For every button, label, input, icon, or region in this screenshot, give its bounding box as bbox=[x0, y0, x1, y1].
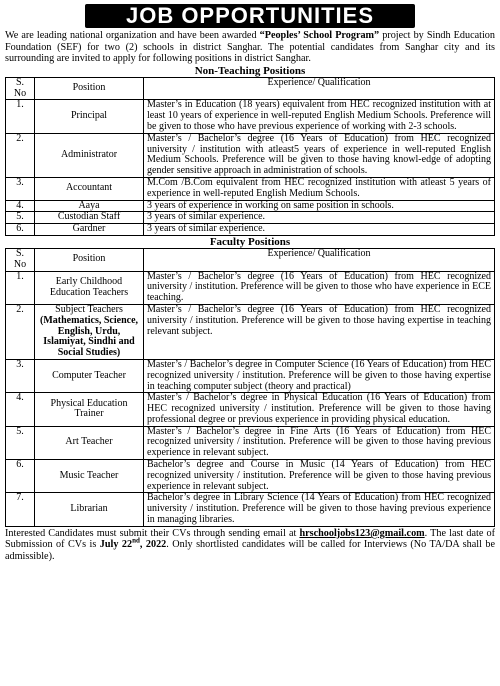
non-teaching-table bbox=[5, 77, 495, 236]
deadline-date-suffix: nd bbox=[132, 537, 140, 546]
intro-text-2: project by Sindh Education Foundation (SEF) for two (2) schools in district Sanghar. The potential candidates from Sanghar city and its surrounding are invited to apply for following positions in district Sanghar. bbox=[5, 30, 495, 65]
table-header-row bbox=[6, 248, 495, 271]
row-number: 6. bbox=[6, 460, 35, 493]
faculty-title: Faculty Positions bbox=[209, 235, 291, 248]
header-sno: S. No bbox=[6, 248, 35, 271]
table-row bbox=[6, 177, 495, 200]
row-experience: Bachelor’s degree and Course in Music (14 Years of Education) from HEC recognized university / institution. Preference will be given to those having previous experience in relevant subject. bbox=[144, 460, 495, 493]
row-experience: Master’s / Bachelor’s degree (16 Years of Education) from HEC recognized university / institution. Preference will be given to those having expertise in teaching relevant subject. bbox=[144, 304, 495, 359]
row-number: 2. bbox=[6, 304, 35, 359]
table-row bbox=[6, 493, 495, 526]
row-experience: Master’s / Bachelor’s degree in Physical Education (16 Years of Education) from HEC recognized university / institution. Preference will be given to those having professional degree or previous experience in providing physical education. bbox=[144, 393, 495, 426]
faculty-table bbox=[5, 248, 495, 527]
row-position: Librarian bbox=[35, 493, 144, 526]
header-position: Position bbox=[35, 248, 144, 271]
row-position: Accountant bbox=[35, 177, 144, 200]
row-position: Computer Teacher bbox=[35, 359, 144, 392]
row-number: 5. bbox=[6, 212, 35, 224]
header-sno: S. No bbox=[6, 77, 35, 100]
subject-list: (Mathematics, Science, English, Urdu, Islamiyat, Sindhi and Social Studies) bbox=[39, 314, 139, 359]
program-name: “Peoples’ School Program” bbox=[259, 30, 380, 41]
table-row bbox=[6, 133, 495, 177]
row-experience: Master’s in Education (18 years) equivalent from HEC recognized institution with at least 10 years of experience in well-reputed English Medium Schools. Preference will be given to those who have previous experience of working with 2-3 schools. bbox=[144, 100, 495, 133]
row-number: 4. bbox=[6, 393, 35, 426]
table-row bbox=[6, 212, 495, 224]
row-experience: Master’s / Bachelor’s degree (16 Years of Education) from HEC recognized university / institution. Preference will be given to those who have experience in ECE teaching. bbox=[144, 271, 495, 304]
row-experience: Master’s / Bachelor’s degree (16 Years of Education) from HEC recognized university / institution with atleast5 years of experience in well-reputed English Medium Schools. Preference will be given to those having knowl-edge of adopting gender sensitive approach in administration of schools. bbox=[144, 133, 495, 177]
row-experience: 3 years of experience in working on same position in schools. bbox=[144, 200, 495, 212]
header-experience: Experience/ Qualification bbox=[144, 248, 495, 271]
row-number: 1. bbox=[6, 100, 35, 133]
email-link[interactable]: hrschooljobs123@gmail.com bbox=[299, 527, 425, 539]
row-number: 4. bbox=[6, 200, 35, 212]
row-position: Administrator bbox=[35, 133, 144, 177]
row-number: 5. bbox=[6, 426, 35, 459]
table-row bbox=[6, 460, 495, 493]
table-row bbox=[6, 393, 495, 426]
row-number: 7. bbox=[6, 493, 35, 526]
deadline-date bbox=[100, 539, 167, 550]
footer-text-3: . Only shortlisted candidates will be called for Interviews (No TA/DA shall be admissible). bbox=[5, 539, 495, 563]
table-row bbox=[6, 304, 495, 359]
row-experience: Master’s / Bachelor’s degree in Fine Arts (16 Years of Education) from HEC recognized university / institution. Preference will be given to those having previous experience in relevant subject. bbox=[144, 426, 495, 459]
table-header-row bbox=[6, 77, 495, 100]
row-position: Music Teacher bbox=[35, 460, 144, 493]
row-position: Aaya bbox=[35, 200, 144, 212]
footer-paragraph bbox=[5, 528, 495, 563]
row-experience: Bachelor’s degree in Library Science (14 Years of Education) from HEC recognized university / institution. Preference will be given to those having previous experience in managing libraries. bbox=[144, 493, 495, 526]
row-number: 3. bbox=[6, 177, 35, 200]
row-experience: Master’s / Bachelor’s degree in Computer Science (16 Years of Education) from HEC recognized university / institution. Preference will be given to those having expertise in teaching computer subject (theory and practical) bbox=[144, 359, 495, 392]
row-experience: 3 years of similar experience. bbox=[144, 212, 495, 224]
row-position: Early Childhood Education Teachers bbox=[35, 271, 144, 304]
row-experience: 3 years of similar experience. bbox=[144, 224, 495, 236]
subject-teachers-label: Subject Teachers bbox=[55, 303, 123, 315]
footer-text-2: . The last date of Submission of CVs is bbox=[5, 527, 495, 551]
intro-text-1: We are leading national organization and have been awarded bbox=[5, 30, 260, 41]
table-row bbox=[6, 200, 495, 212]
page-title: JOB OPPORTUNITIES bbox=[85, 4, 415, 28]
row-position-subject-teachers bbox=[35, 304, 144, 359]
deadline-date-main: July 22 bbox=[99, 539, 133, 551]
table-row bbox=[6, 359, 495, 392]
table-row bbox=[6, 426, 495, 459]
row-position: Physical Education Trainer bbox=[35, 393, 144, 426]
row-position: Gardner bbox=[35, 224, 144, 236]
table-row bbox=[6, 271, 495, 304]
row-number: 3. bbox=[6, 359, 35, 392]
row-number: 6. bbox=[6, 224, 35, 236]
row-position: Custodian Staff bbox=[35, 212, 144, 224]
intro-paragraph bbox=[5, 30, 495, 65]
table-row bbox=[6, 224, 495, 236]
footer-text-1: Interested Candidates must submit their CVs through sending email at bbox=[5, 527, 300, 539]
row-number: 2. bbox=[6, 133, 35, 177]
row-position: Art Teacher bbox=[35, 426, 144, 459]
header-position: Position bbox=[35, 77, 144, 100]
deadline-date-year: , 2022 bbox=[139, 539, 167, 551]
row-position: Principal bbox=[35, 100, 144, 133]
table-row bbox=[6, 100, 495, 133]
row-experience: M.Com /B.Com equivalent from HEC recognized institution with atleast 5 years of experience in well-reputed English Medium Schools. bbox=[144, 177, 495, 200]
header-experience: Experience/ Qualification bbox=[144, 77, 495, 100]
non-teaching-title: Non-Teaching Positions bbox=[194, 64, 306, 77]
row-number: 1. bbox=[6, 271, 35, 304]
